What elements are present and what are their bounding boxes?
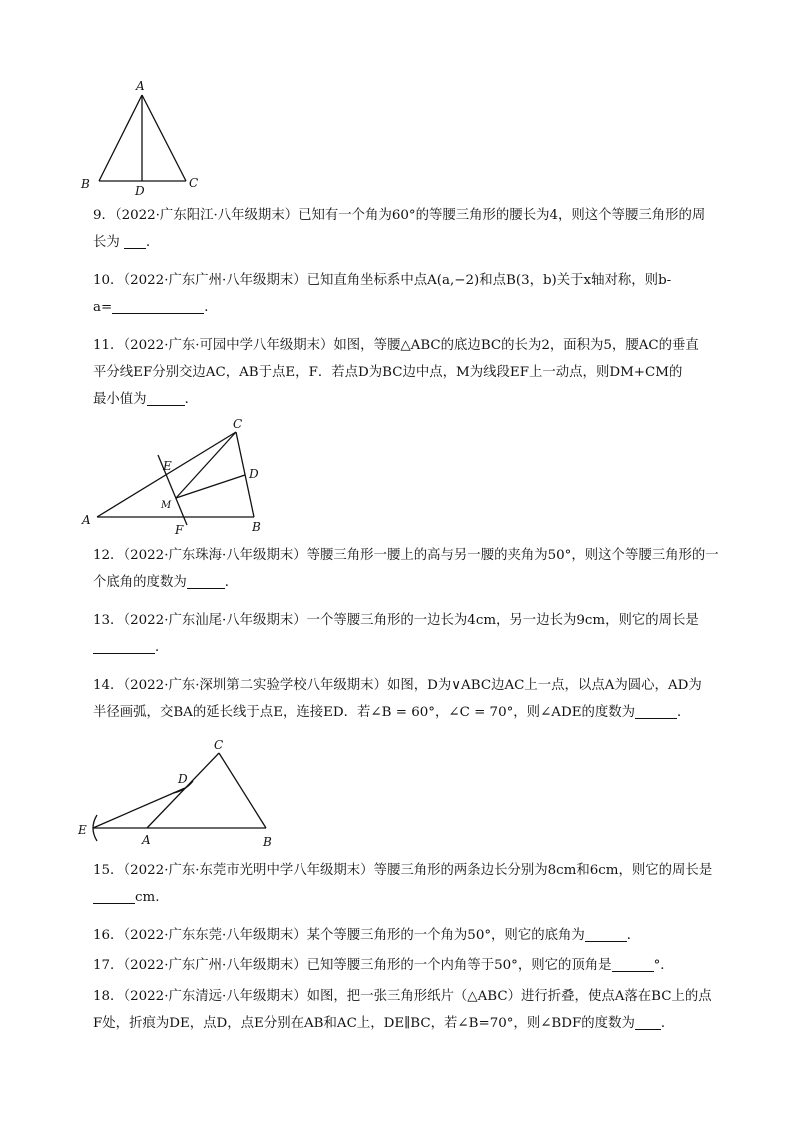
question-16 [93,922,721,949]
question-12-line-2 [93,569,721,596]
question-16-line-1 [93,922,721,949]
question-9-line-2-text: 长为 [93,235,120,250]
question-16-tail: ． [626,928,641,943]
label-c: C [233,418,243,431]
answer-blank[interactable] [585,926,627,942]
label-a: A [136,79,145,93]
figure-triangle-arc [75,735,285,853]
label-c: C [189,176,199,190]
question-10-line-2-text: a= [93,300,113,315]
label-f: F [175,523,184,537]
question-13-line-2 [93,634,721,661]
question-11-line-2: 平分线EF分别交边AC，AB于点E，F．若点D为BC边中点，M为线段EF上一动点，则DM+CM的 [93,365,683,380]
answer-blank[interactable] [635,1014,661,1030]
label-a: A [142,833,151,847]
label-d: D [178,772,188,786]
question-10-tail: ． [204,300,218,315]
question-14-line-1: 14．（2022·广东·深圳第二实验学校八年级期末）如图，D为∨ABC边AC上一点，以点A为圆心，AD为 [93,678,702,693]
answer-blank[interactable] [93,638,155,654]
segment-ac [142,95,186,181]
question-18-line-2-text: F处，折痕为DE，点D，点E分别在AB和AC上，DE∥BC，若∠B=70°，则∠BDF的度数为 [93,1016,635,1031]
label-e: E [78,823,87,837]
question-10-line-2 [93,294,721,321]
question-17-tail: °． [653,958,674,973]
question-18-line-2 [93,1010,721,1037]
segment-ab [99,95,142,181]
segment-ac [147,753,219,828]
question-15 [93,857,721,911]
answer-blank[interactable] [187,573,225,589]
question-11-line-3-text: 最小值为 [93,392,147,407]
answer-blank[interactable] [93,888,135,904]
answer-blank[interactable] [124,233,146,249]
label-b: B [81,177,90,191]
question-14-line-2 [93,699,721,726]
question-12-line-1: 12．（2022·广东珠海·八年级期末）等腰三角形一腰上的高与另一腰的夹角为50°，则这个等腰三角形的一 [93,548,719,563]
label-b: B [263,835,272,849]
question-15-tail: cm. [135,890,160,905]
question-9 [93,202,721,256]
label-e: E [163,459,172,473]
figure-triangle-efm [75,418,280,540]
question-14 [93,672,721,726]
question-13 [93,607,721,661]
question-18 [93,983,721,1037]
question-16-line-1-text: 16．（2022·广东东莞·八年级期末）某个等腰三角形的一个角为50°，则它的底角为 [93,928,585,943]
label-c: C [214,738,224,752]
question-15-line-2 [93,884,721,911]
question-11-tail: ． [184,392,198,407]
question-11-line-1: 11．（2022·广东·可园中学八年级期末）如图，等腰△ABC的底边BC的长为2，面积为5，腰AC的垂直 [93,338,699,353]
answer-blank[interactable] [112,298,204,314]
answer-blank[interactable] [635,703,677,719]
question-12 [93,542,721,596]
question-13-line-1: 13．（2022·广东汕尾·八年级期末）一个等腰三角形的一边长为4cm，另一边长为9cm，则它的周长是 [93,613,699,628]
question-10-line-1: 10．（2022·广东广州·八年级期末）已知直角坐标系中点A(a,−2)和点B(3，b)关于x轴对称，则b- [93,273,672,288]
question-10 [93,267,721,321]
answer-blank[interactable] [147,390,185,406]
label-b: B [252,520,261,534]
question-17-line-1 [93,952,721,979]
question-18-tail: ． [660,1016,675,1031]
label-d: D [249,467,259,481]
question-9-line-1: 9．（2022·广东阳江·八年级期末）已知有一个角为60°的等腰三角形的腰长为4，则这个等腰三角形的周 [93,208,706,223]
question-14-tail: ． [677,705,691,720]
question-11 [93,332,721,413]
label-a: A [82,513,91,527]
question-9-tail: ． [146,235,160,250]
question-18-line-1: 18．（2022·广东清远·八年级期末）如图，把一张三角形纸片（△ABC）进行折叠，使点A落在BC上的点 [93,989,712,1004]
label-m: M [161,500,172,511]
question-17 [93,952,721,979]
question-9-line-2 [93,229,721,256]
segment-bc [219,753,266,828]
question-12-line-2-text: 个底角的度数为 [93,575,187,590]
question-11-line-3 [93,386,721,413]
question-15-line-1: 15．（2022·广东·东莞市光明中学八年级期末）等腰三角形的两条边长分别为8cm和6cm，则它的周长是 [93,863,713,878]
question-14-line-2-text: 半径画弧，交BA的延长线于点E，连接ED．若∠B = 60°，∠C = 70°，则∠ADE的度数为 [93,705,636,720]
figure-triangle-abd [75,75,210,200]
question-13-tail: ． [155,640,169,655]
label-d: D [135,184,145,198]
segment-ed [93,788,185,828]
question-12-tail: ． [224,575,239,590]
answer-blank[interactable] [612,956,654,972]
question-17-line-1-text: 17．（2022·广东广州·八年级期末）已知等腰三角形的一个内角等于50°，则它的顶角是 [93,958,612,973]
